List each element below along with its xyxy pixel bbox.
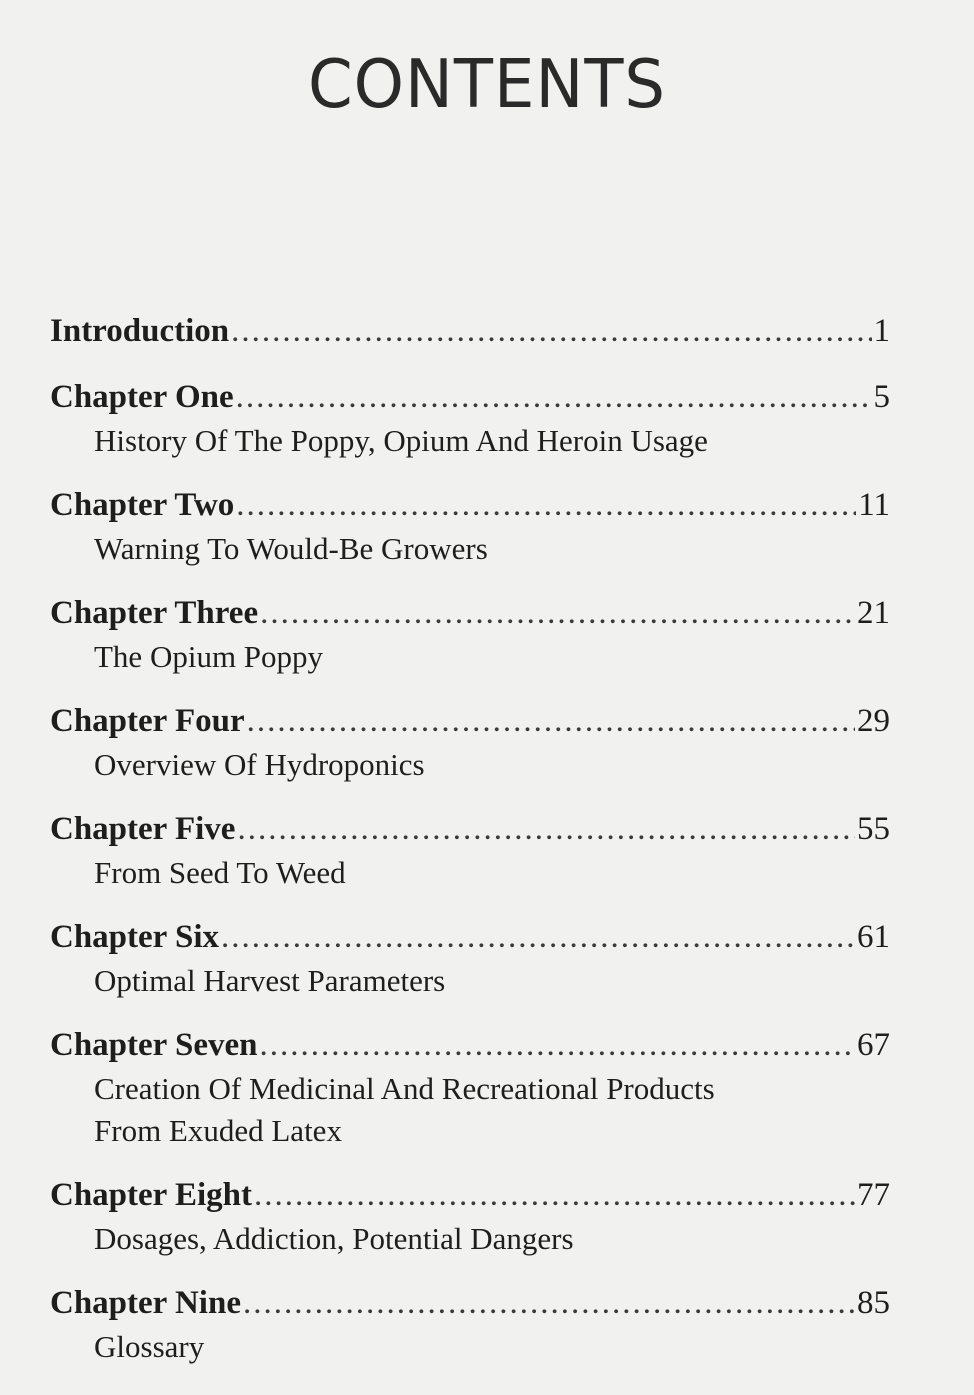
toc-entry-subtitle: The Opium Poppy [94, 639, 324, 674]
toc-entry-subtitle: Glossary [94, 1329, 205, 1364]
toc-line [50, 1280, 890, 1326]
toc-entry-subtitle: History Of The Poppy, Opium And Heroin Usage [94, 423, 708, 458]
toc-entry-chapter-nine [50, 1280, 890, 1368]
toc-page-number: 85 [857, 1285, 890, 1321]
toc-entry-chapter-three [50, 590, 890, 678]
dot-leader [254, 1172, 855, 1218]
dot-leader [236, 374, 872, 420]
toc-entry-chapter-two [50, 482, 890, 570]
toc-entry-chapter-six [50, 914, 890, 1002]
toc-entry-chapter-one [50, 374, 890, 462]
toc-entry-label: Chapter One [50, 379, 234, 415]
toc-line [50, 1172, 890, 1218]
toc-entry-label: Chapter Nine [50, 1285, 241, 1321]
toc-line [50, 308, 890, 354]
toc-entry-subtitle: Optimal Harvest Parameters [94, 963, 446, 998]
toc-entry-label: Chapter Seven [50, 1027, 258, 1063]
toc-entry-subtitle: From Seed To Weed [94, 855, 346, 890]
toc-entry-subtitle: Dosages, Addiction, Potential Dangers [94, 1221, 574, 1256]
toc-entry-label: Introduction [50, 313, 230, 349]
dot-leader [231, 308, 871, 354]
dot-leader [260, 590, 855, 636]
toc-entry-chapter-four [50, 698, 890, 786]
page-title: CONTENTS [307, 46, 667, 124]
dot-leader [243, 1280, 855, 1326]
toc-line [50, 1022, 890, 1068]
toc-entry-subtitle: Overview Of Hydroponics [94, 747, 425, 782]
toc-page-number: 29 [857, 703, 890, 739]
toc-page-number: 61 [857, 919, 890, 955]
toc-entry-label: Chapter Six [50, 919, 219, 955]
toc-entry-label: Chapter Five [50, 811, 236, 847]
toc-page-number: 21 [857, 595, 890, 631]
toc-page-number: 1 [873, 313, 890, 349]
dot-leader [221, 914, 855, 960]
toc-entry-introduction [50, 308, 890, 354]
toc-line [50, 590, 890, 636]
dot-leader [247, 698, 855, 744]
toc-page-number: 11 [858, 487, 890, 523]
dot-leader [237, 806, 855, 852]
toc-entry-chapter-eight [50, 1172, 890, 1260]
toc-page-number: 55 [857, 811, 890, 847]
toc-line [50, 914, 890, 960]
dot-leader [259, 1022, 855, 1068]
toc-entry-chapter-seven [50, 1022, 890, 1152]
toc-entry-subtitle: Warning To Would-Be Growers [94, 531, 488, 566]
table-of-contents [50, 308, 890, 1388]
dot-leader [236, 482, 856, 528]
toc-entry-subtitle: Creation Of Medicinal And Recreational Products From Exuded Latex [94, 1071, 715, 1148]
toc-line [50, 374, 890, 420]
toc-entry-label: Chapter Three [50, 595, 259, 631]
toc-page-number: 5 [873, 379, 890, 415]
toc-entry-label: Chapter Four [50, 703, 245, 739]
toc-entry-label: Chapter Two [50, 487, 235, 523]
toc-page-number: 77 [857, 1177, 890, 1213]
toc-page-number: 67 [857, 1027, 890, 1063]
toc-entry-label: Chapter Eight [50, 1177, 252, 1213]
toc-line [50, 698, 890, 744]
toc-line [50, 806, 890, 852]
toc-entry-chapter-five [50, 806, 890, 894]
toc-line [50, 482, 890, 528]
